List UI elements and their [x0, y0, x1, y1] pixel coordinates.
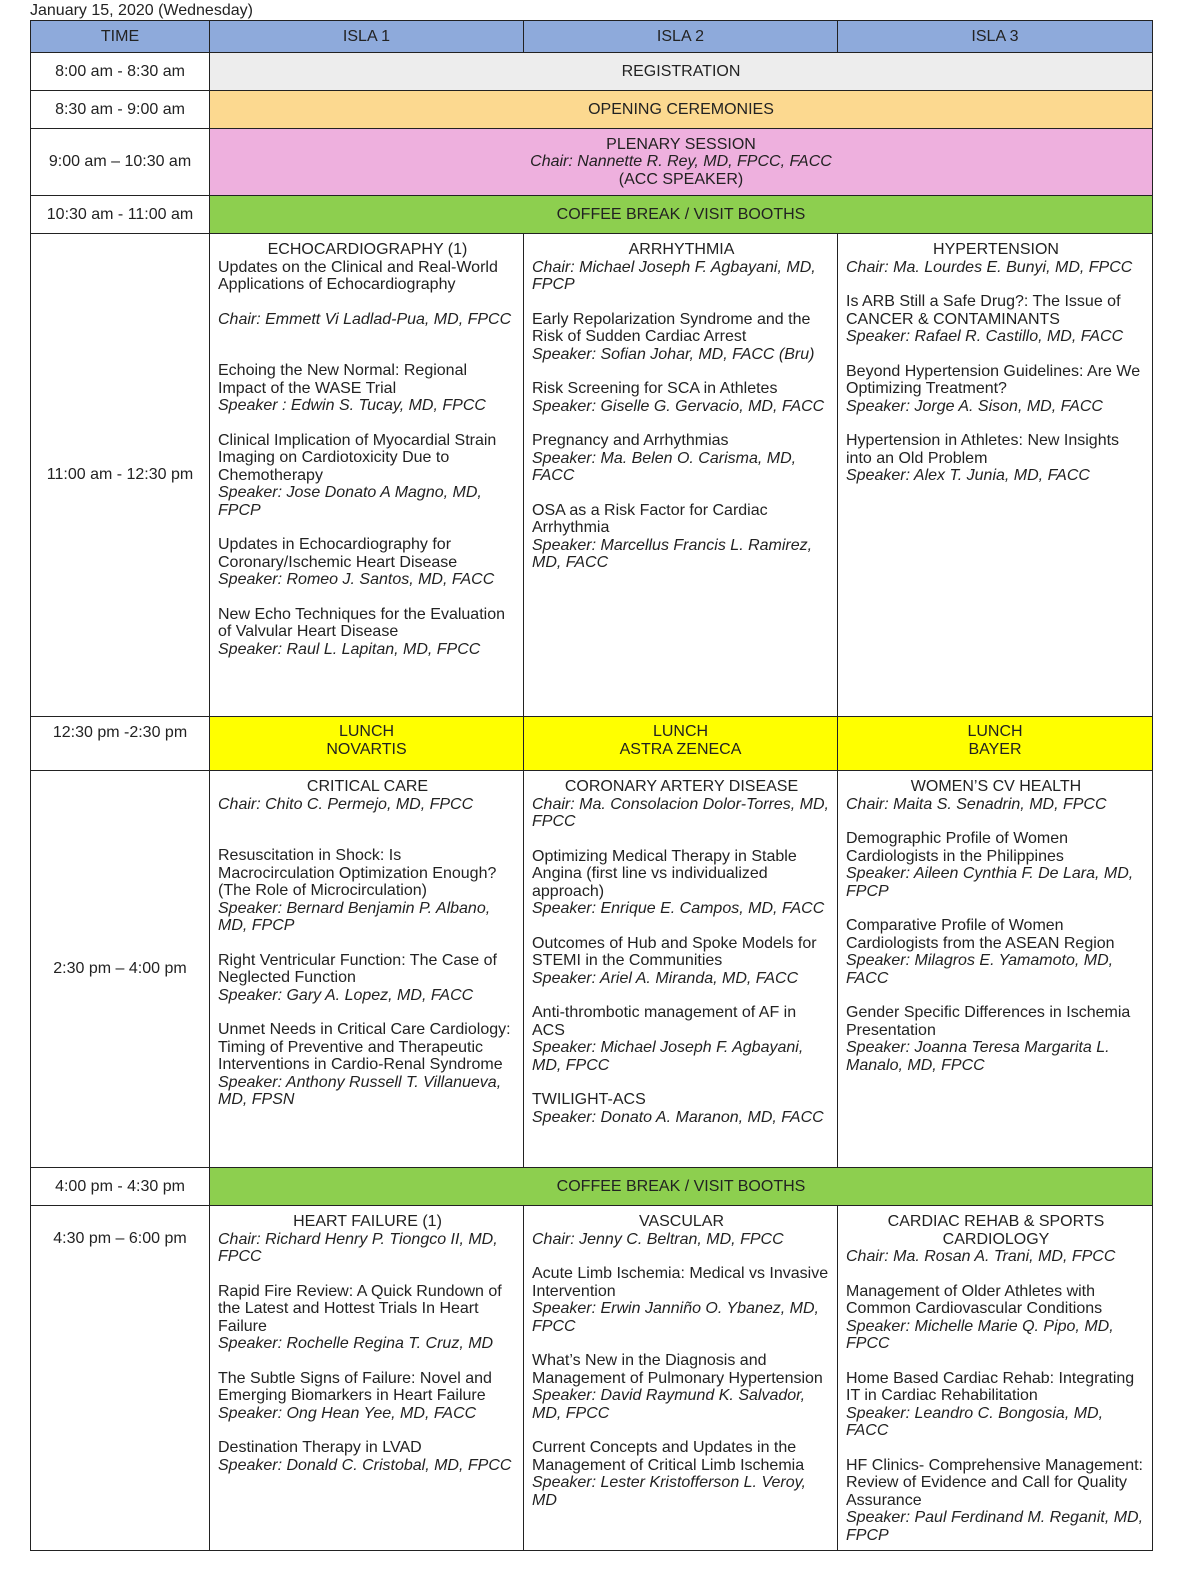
time-cell: 10:30 am - 11:00 am	[31, 196, 210, 234]
session-vascular	[524, 1206, 838, 1551]
header-time: TIME	[31, 21, 210, 53]
session-title: ECHOCARDIOGRAPHY (1)	[267, 241, 468, 258]
list-item: Home Based Cardiac Rehab: Integrating IT in Cardiac Rehabilitation Speaker: Leandro C. Bongosia, MD, FACC	[846, 1369, 1135, 1439]
lunch-sponsor: NOVARTIS	[326, 740, 407, 758]
row-opening	[31, 91, 1153, 129]
session-title: CORONARY ARTERY DISEASE	[564, 778, 799, 795]
list-item: Anti-thrombotic management of AF in ACS Speaker: Michael Joseph F. Agbayani, MD, FPCC	[532, 1004, 804, 1074]
time-cell: 4:30 pm – 6:00 pm	[31, 1206, 210, 1551]
session-cardiac-rehab	[838, 1206, 1153, 1551]
list-item: HF Clinics- Comprehensive Management: Review of Evidence and Call for Quality Assurance Speaker: Paul Ferdinand M. Reganit, MD, FPCP	[846, 1456, 1144, 1544]
list-item: Beyond Hypertension Guidelines: Are We Optimizing Treatment? Speaker: Jorge A. Sison, MD, FACC	[846, 362, 1141, 415]
session-title: CARDIAC REHAB & SPORTS CARDIOLOGY	[887, 1213, 1105, 1248]
time-cell: 2:30 pm – 4:00 pm	[31, 771, 210, 1168]
list-item: Hypertension in Athletes: New Insights into an Old Problem Speaker: Alex T. Junia, MD, FACC	[846, 432, 1120, 484]
row-coffee-1	[31, 196, 1153, 234]
list-item: Risk Screening for SCA in Athletes Speaker: Giselle G. Gervacio, MD, FACC	[532, 380, 825, 415]
lunch-isla-3	[838, 717, 1153, 771]
session-title: HYPERTENSION	[933, 241, 1059, 258]
row-coffee-2	[31, 1168, 1153, 1206]
header-row	[31, 21, 1153, 53]
list-item: Early Repolarization Syndrome and the Risk of Sudden Cardiac Arrest Speaker: Sofian Johar, MD, FACC (Bru)	[532, 310, 815, 363]
header-isla-1: ISLA 1	[210, 21, 524, 53]
lunch-label: LUNCH	[338, 723, 395, 740]
list-item: Gender Specific Differences in Ischemia Presentation Speaker: Joanna Teresa Margarita L. Manalo, MD, FPCC	[846, 1004, 1131, 1074]
session-title: CRITICAL CARE	[306, 778, 429, 795]
session-chair: Chair: Chito C. Permejo, MD, FPCC	[218, 795, 474, 813]
session-chair: Chair: Maita S. Senadrin, MD, FPCC	[846, 795, 1107, 813]
schedule-table	[30, 20, 1153, 1551]
row-lunch	[31, 717, 1153, 771]
list-item: Resuscitation in Shock: Is Macrocirculation Optimization Enough? (The Role of Microcirculation) Speaker: Bernard Benjamin P. Albano, MD, FPCP	[218, 847, 497, 934]
list-item: The Subtle Signs of Failure: Novel and Emerging Biomarkers in Heart Failure Speaker: Ong Hean Yee, MD, FACC	[218, 1369, 492, 1422]
row-evening-sessions	[31, 1206, 1153, 1551]
list-item: Outcomes of Hub and Spoke Models for STEMI in the Communities Speaker: Ariel A. Miranda, MD, FACC	[532, 934, 817, 987]
list-item: Current Concepts and Updates in the Management of Critical Limb Ischemia Speaker: Lester Kristofferson L. Veroy, MD	[532, 1439, 806, 1509]
list-item: Management of Older Athletes with Common Cardiovascular Conditions Speaker: Michelle Marie Q. Pipo, MD, FPCC	[846, 1282, 1114, 1352]
list-item: Demographic Profile of Women Cardiologists in the Philippines Speaker: Aileen Cynthia F. De Lara, MD, FPCP	[846, 830, 1134, 900]
row-morning-sessions	[31, 234, 1153, 717]
time-cell: 8:30 am - 9:00 am	[31, 91, 210, 129]
session-chair: Chair: Ma. Rosan A. Trani, MD, FPCC	[846, 1248, 1116, 1265]
session-womens-cv-health	[838, 771, 1153, 1168]
list-item: Updates in Echocardiography for Coronary/Ischemic Heart Disease Speaker: Romeo J. Santos, MD, FACC	[218, 536, 495, 588]
session-chair: Chair: Michael Joseph F. Agbayani, MD, FPCP	[532, 258, 816, 293]
session-title: VASCULAR	[638, 1213, 725, 1230]
lunch-label: LUNCH	[967, 723, 1023, 740]
lunch-sponsor: BAYER	[968, 740, 1022, 758]
time-cell: 4:00 pm - 4:30 pm	[31, 1168, 210, 1206]
session-title: ARRHYTHMIA	[628, 241, 735, 258]
schedule-date: January 15, 2020 (Wednesday)	[30, 2, 253, 19]
list-item: OSA as a Risk Factor for Cardiac Arrhythmia Speaker: Marcellus Francis L. Ramirez, MD, FACC	[532, 501, 813, 571]
session-arrhythmia	[524, 234, 838, 717]
row-plenary	[31, 129, 1153, 196]
list-item: Destination Therapy in LVAD Speaker: Donald C. Cristobal, MD, FPCC	[218, 1439, 512, 1474]
session-coronary-artery-disease	[524, 771, 838, 1168]
session-echocardiography	[210, 234, 524, 717]
list-item: What’s New in the Diagnosis and Management of Pulmonary Hypertension Speaker: David Raymund K. Salvador, MD, FPCC	[532, 1352, 823, 1422]
session-chair: Chair: Ma. Lourdes E. Bunyi, MD, FPCC	[846, 258, 1133, 276]
coffee-break-cell: COFFEE BREAK / VISIT BOOTHS	[210, 196, 1153, 234]
header-isla-2: ISLA 2	[524, 21, 838, 53]
list-item: Rapid Fire Review: A Quick Rundown of the Latest and Hottest Trials In Heart Failure Speaker: Rochelle Regina T. Cruz, MD	[218, 1282, 502, 1352]
plenary-title: PLENARY SESSION	[606, 135, 756, 153]
opening-ceremonies-cell: OPENING CEREMONIES	[210, 91, 1153, 129]
list-item: Pregnancy and Arrhythmias Speaker: Ma. Belen O. Carisma, MD, FACC	[532, 432, 797, 484]
registration-cell: REGISTRATION	[210, 53, 1153, 91]
session-title: HEART FAILURE (1)	[293, 1213, 442, 1230]
list-item: Is ARB Still a Safe Drug?: The Issue of CANCER & CONTAMINANTS Speaker: Rafael R. Castillo, MD, FACC	[846, 293, 1124, 345]
list-item: Unmet Needs in Critical Care Cardiology: Timing of Preventive and Therapeutic Interventions in Cardio-Renal Syndrome Speaker: Anthony Russell T. Villanueva, MD, FPSN	[218, 1021, 511, 1108]
session-heart-failure	[210, 1206, 524, 1551]
session-hypertension	[838, 234, 1153, 717]
time-cell: 9:00 am – 10:30 am	[31, 129, 210, 196]
row-registration	[31, 53, 1153, 91]
list-item: Acute Limb Ischemia: Medical vs Invasive Intervention Speaker: Erwin Janniño O. Ybanez, MD, FPCC	[532, 1265, 829, 1335]
list-item: Clinical Implication of Myocardial Strain Imaging on Cardiotoxicity Due to Chemotherapy Speaker: Jose Donato A Magno, MD, FPCP	[218, 431, 497, 519]
coffee-break-cell: COFFEE BREAK / VISIT BOOTHS	[210, 1168, 1153, 1206]
header-isla-3: ISLA 3	[838, 21, 1153, 53]
lunch-sponsor: ASTRA ZENECA	[619, 740, 742, 758]
session-chair: Chair: Richard Henry P. Tiongco II, MD, FPCC	[218, 1230, 498, 1265]
time-cell: 11:00 am - 12:30 pm	[31, 234, 210, 717]
session-chair: Chair: Jenny C. Beltran, MD, FPCC	[532, 1230, 784, 1248]
list-item: Comparative Profile of Women Cardiologists from the ASEAN Region Speaker: Milagros E. Yamamoto, MD, FACC	[846, 917, 1115, 987]
plenary-cell	[210, 129, 1153, 196]
list-item: Right Ventricular Function: The Case of Neglected Function Speaker: Gary A. Lopez, MD, FACC	[218, 951, 497, 1004]
session-intro: Updates on the Clinical and Real-World Applications of Echocardiography	[218, 258, 498, 293]
lunch-isla-1	[210, 717, 524, 771]
row-afternoon-sessions	[31, 771, 1153, 1168]
time-cell: 12:30 pm -2:30 pm	[31, 717, 210, 771]
list-item: Echoing the New Normal: Regional Impact of the WASE Trial Speaker : Edwin S. Tucay, MD, FPCC	[218, 362, 486, 414]
session-chair: Chair: Ma. Consolacion Dolor-Torres, MD, FPCC	[532, 795, 829, 830]
session-critical-care	[210, 771, 524, 1168]
session-chair: Chair: Emmett Vi Ladlad-Pua, MD, FPCC	[218, 310, 512, 328]
session-title: WOMEN’S CV HEALTH	[910, 778, 1082, 795]
list-item: Optimizing Medical Therapy in Stable Angina (first line vs individualized approach) Speaker: Enrique E. Campos, MD, FACC	[532, 847, 825, 917]
list-item: TWILIGHT-ACS Speaker: Donato A. Maranon, MD, FACC	[532, 1091, 824, 1126]
list-item: New Echo Techniques for the Evaluation of Valvular Heart Disease Speaker: Raul L. Lapitan, MD, FPCC	[218, 605, 505, 658]
plenary-note: (ACC SPEAKER)	[618, 170, 744, 188]
plenary-chair: Chair: Nannette R. Rey, MD, FPCC, FACC	[530, 153, 832, 171]
time-cell: 8:00 am - 8:30 am	[31, 53, 210, 91]
lunch-isla-2	[524, 717, 838, 771]
lunch-label: LUNCH	[652, 723, 709, 740]
